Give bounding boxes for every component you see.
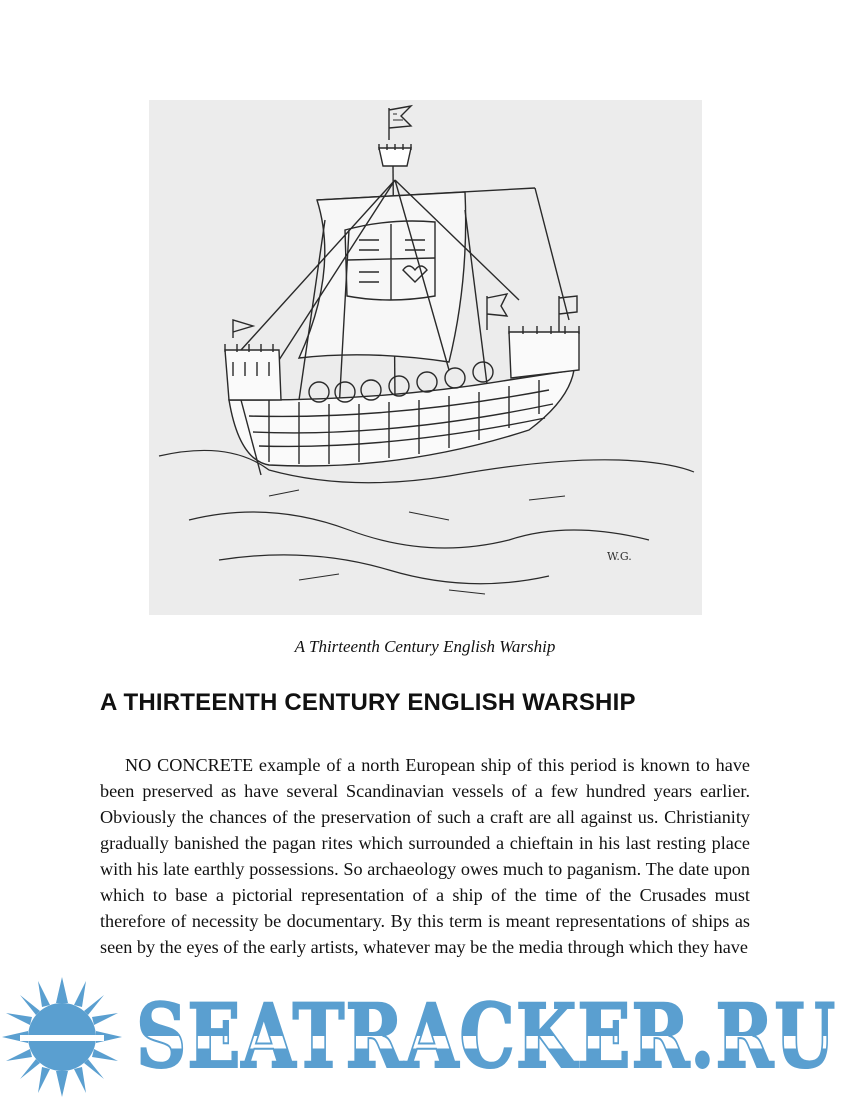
article-paragraph: NO CONCRETE example of a north European ship of this period is known to have been preserved as have several Scandinavian vessels of a few hundred years earlier. Obviously the chances of the preservation of such a craft are all against us. Christianity gradually banished the pagan rites which surrounded a chieftain in his last resting place with his late earthly possessions. So archaeology owes much to paganism. The date upon which to base a pictorial representation of a ship of the time of the Crusades must therefore of necessity be documentary. By this term is meant representations of ships as seen by the eyes of the early artists, whatever may be the media through which they have xyxy=(100,755,750,957)
artist-initials: W.G. xyxy=(607,550,632,563)
ship-illustration xyxy=(149,100,702,615)
warship-drawing xyxy=(149,100,702,615)
sunburst-logo-icon xyxy=(2,977,122,1097)
watermark-text: SEATRACKER.RU xyxy=(136,984,836,1088)
article-heading: A THIRTEENTH CENTURY ENGLISH WARSHIP xyxy=(100,689,636,716)
figure-caption: A Thirteenth Century English Warship xyxy=(294,637,556,656)
site-watermark xyxy=(0,975,850,1100)
